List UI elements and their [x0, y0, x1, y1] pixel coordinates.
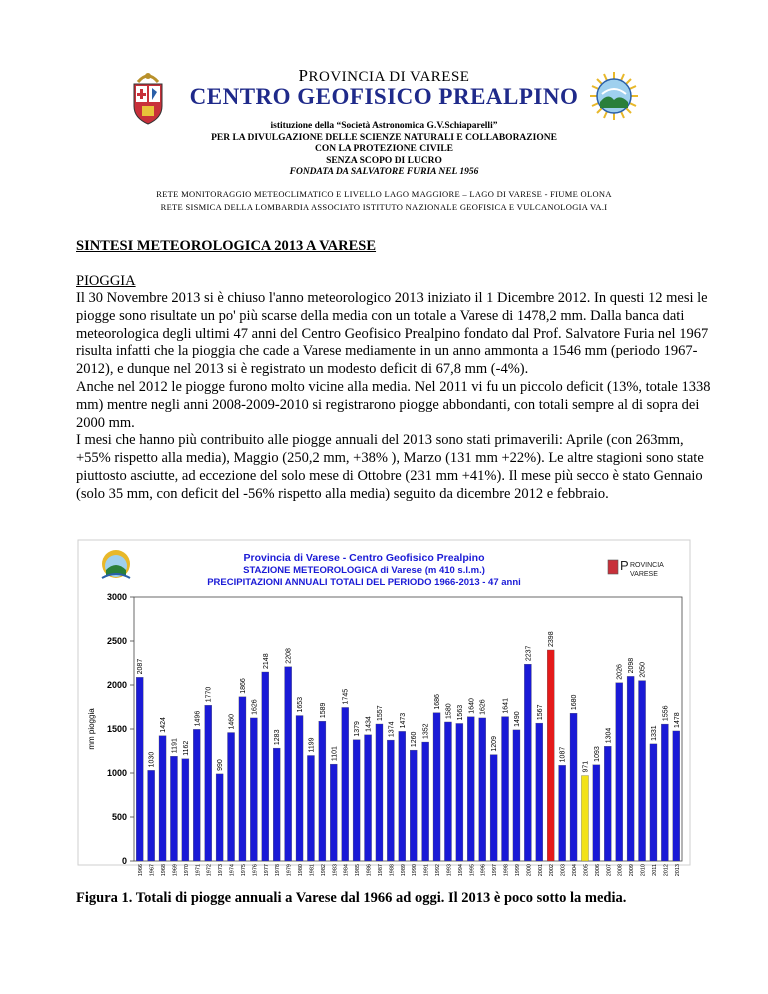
bar: [319, 721, 326, 861]
bar: [422, 742, 429, 861]
bar: [604, 746, 611, 861]
x-tick-label: 1972: [206, 864, 213, 877]
bar: [330, 764, 337, 861]
bar-value-label: 1680: [571, 694, 579, 711]
bar-value-label: 1557: [376, 705, 384, 721]
bar-value-label: 2026: [616, 664, 624, 680]
x-tick-label: 2006: [594, 864, 601, 877]
bar: [262, 672, 269, 861]
x-tick-label: 1967: [149, 864, 156, 877]
bar: [193, 729, 200, 861]
y-tick-label: 500: [111, 812, 127, 822]
x-tick-label: 2012: [663, 864, 670, 877]
bar-value-label: 2237: [525, 645, 533, 662]
bar: [502, 717, 509, 861]
bar: [250, 718, 257, 861]
chart-subtitle: PRECIPITAZIONI ANNUALI TOTALI DEL PERIODO 1966-2013 - 47 anni: [207, 577, 521, 588]
bar: [639, 681, 646, 861]
bar: [216, 774, 223, 861]
bar-value-label: 2087: [137, 658, 145, 675]
bar: [136, 677, 143, 861]
bar: [593, 765, 600, 861]
bar-value-label: 1199: [308, 737, 316, 753]
bar: [205, 705, 212, 861]
x-tick-label: 1973: [218, 864, 225, 877]
bar-value-label: 990: [217, 759, 225, 771]
x-tick-label: 1976: [252, 864, 259, 877]
bar-value-label: 1580: [445, 703, 453, 719]
bar-value-label: 1304: [605, 727, 613, 744]
bar-value-label: 1653: [297, 696, 305, 713]
bar-value-label: 1567: [536, 704, 544, 721]
bar: [365, 735, 372, 861]
bar: [148, 770, 155, 861]
x-axis: [138, 864, 681, 876]
bar: [387, 740, 394, 861]
bar: [559, 765, 566, 861]
geophysics-center-logo-icon: [588, 70, 640, 122]
bar: [182, 759, 189, 861]
letterhead: [0, 0, 768, 230]
y-tick-label: 0: [121, 856, 127, 866]
bar: [479, 718, 486, 861]
bar: [661, 724, 668, 861]
x-tick-label: 1998: [503, 864, 510, 877]
x-tick-label: 2008: [617, 864, 624, 877]
x-tick-label: 2005: [583, 864, 590, 877]
x-tick-label: 1989: [400, 864, 407, 877]
bar: [342, 707, 349, 861]
y-axis-label: mm pioggia: [87, 708, 96, 750]
bar-value-label: 1209: [491, 736, 499, 752]
bar-value-label: 1626: [479, 699, 487, 715]
bar: [581, 776, 588, 861]
x-tick-label: 2003: [560, 864, 567, 877]
bar-value-label: 1473: [399, 712, 407, 729]
x-tick-label: 1978: [275, 864, 282, 877]
x-tick-label: 2007: [606, 864, 613, 877]
x-tick-label: 1992: [435, 864, 442, 877]
bar: [399, 731, 406, 861]
x-tick-label: 1999: [514, 864, 521, 877]
x-tick-label: 1987: [377, 864, 384, 877]
org-subtitle: istituzione della “Società Astronomica G.V.Schiaparelli” PER LA DIVULGAZIONE DELLE SCIENZE NATURALI E COLLABORAZIONE CON LA PROTEZIONE CIVILE SENZA SCOPO DI LUCRO FONDATA DA SALVATORE FURIA NEL 1956: [211, 121, 557, 178]
bar: [536, 723, 543, 861]
y-tick-label: 1500: [106, 724, 127, 734]
x-tick-label: 1969: [172, 864, 179, 877]
bar: [239, 697, 246, 861]
bar-value-label: 1352: [422, 723, 430, 740]
x-tick-label: 1988: [389, 864, 396, 877]
x-tick-label: 2013: [674, 864, 681, 877]
bar: [616, 683, 623, 861]
section-heading: PIOGGIA: [76, 273, 136, 289]
bar-value-label: 1563: [456, 704, 464, 721]
bar: [273, 748, 280, 861]
y-tick-label: 3000: [106, 592, 127, 602]
bar-value-label: 1191: [171, 738, 179, 754]
bar-value-label: 1260: [411, 731, 419, 748]
x-tick-label: 1970: [183, 864, 190, 877]
bar-value-label: 1460: [228, 713, 236, 730]
x-tick-label: 1977: [263, 864, 270, 877]
svg-text:P: P: [620, 558, 629, 573]
x-tick-label: 1997: [492, 864, 499, 877]
brand-text-bottom: VARESE: [630, 571, 658, 578]
x-tick-label: 2001: [537, 864, 544, 877]
bar-value-label: 1589: [319, 702, 327, 719]
brand-text-top: ROVINCIA: [630, 562, 664, 569]
x-tick-label: 1975: [240, 864, 247, 877]
bar-value-label: 1434: [365, 716, 373, 732]
bar-value-label: 1496: [194, 710, 202, 727]
x-tick-label: 1983: [332, 864, 339, 877]
x-tick-label: 1974: [229, 864, 236, 877]
bar: [159, 736, 166, 861]
x-tick-label: 1995: [469, 864, 476, 877]
bar: [456, 723, 463, 861]
bar: [228, 733, 235, 861]
x-tick-label: 1991: [423, 864, 430, 877]
bar-value-label: 1087: [559, 746, 567, 763]
bar-value-label: 1556: [662, 705, 670, 722]
bar-value-label: 1283: [274, 729, 282, 746]
bar-value-label: 1093: [593, 746, 601, 762]
bar: [307, 755, 314, 861]
bar: [627, 676, 634, 861]
x-tick-label: 1979: [286, 864, 293, 877]
bar-value-label: 2208: [285, 648, 293, 664]
x-tick-label: 1994: [457, 864, 464, 877]
figure-caption: Figura 1. Totali di piogge annuali a Varese dal 1966 ad oggi. Il 2013 è poco sotto la media.: [76, 890, 627, 906]
bar-value-label: 1478: [673, 712, 681, 728]
body-text: [76, 290, 716, 504]
bar-value-label: 1424: [160, 717, 168, 733]
y-tick-label: 1000: [106, 768, 127, 778]
bar: [650, 744, 657, 861]
x-tick-label: 1990: [412, 864, 419, 877]
x-tick-label: 1968: [161, 864, 168, 877]
bar: [444, 722, 451, 861]
bar-value-label: 1379: [354, 721, 362, 737]
x-tick-label: 1984: [343, 864, 350, 877]
bar-value-label: 1866: [239, 678, 247, 694]
bar: [547, 650, 554, 861]
x-tick-label: 1993: [446, 864, 453, 877]
bar-value-label: 1641: [502, 698, 510, 714]
x-tick-label: 2009: [629, 864, 636, 877]
paragraph: Anche nel 2012 le piogge furono molto vicine alla media. Nel 2011 vi fu un piccolo deficit (13%, totale 1338 mm) mentre negli anni 2008-2009-2010 si registrarono piogge abbondanti, con totali sempre al di sopra dei 2000 mm.: [76, 378, 711, 431]
bar: [170, 756, 177, 861]
bar-value-label: 971: [582, 760, 590, 773]
x-tick-label: 1985: [355, 864, 362, 877]
bar: [410, 750, 417, 861]
bar: [376, 724, 383, 861]
x-tick-label: 1980: [298, 864, 305, 877]
bar: [467, 717, 474, 861]
bar: [433, 713, 440, 861]
x-tick-label: 1981: [309, 864, 316, 877]
rainfall-chart: [78, 540, 690, 877]
bar-value-label: 1686: [434, 694, 442, 710]
x-tick-label: 2010: [640, 864, 647, 877]
bar-value-label: 1640: [468, 698, 476, 714]
bar-value-label: 2098: [628, 657, 636, 674]
chart-title: Provincia di Varese - Centro Geofisico Prealpino: [243, 552, 485, 564]
bar: [296, 716, 303, 861]
org-title: CENTRO GEOFISICO PREALPINO: [189, 84, 579, 109]
bar-value-label: 1331: [650, 725, 658, 741]
bar-value-label: 1374: [388, 721, 396, 738]
x-tick-label: 2002: [549, 864, 556, 877]
bar-value-label: 1030: [148, 751, 156, 768]
bar-value-label: 2050: [639, 662, 647, 678]
bar: [353, 740, 360, 861]
bar-value-label: 1770: [205, 686, 213, 703]
bar: [285, 667, 292, 861]
bar: [570, 713, 577, 861]
chart-subtitle: STAZIONE METEOROLOGICA di Varese (m 410 s.l.m.): [243, 565, 485, 576]
document-heading: SINTESI METEOROLOGICA 2013 A VARESE: [76, 238, 377, 254]
bar-value-label: 1101: [331, 746, 339, 762]
x-tick-label: 1971: [195, 864, 202, 877]
y-tick-label: 2000: [106, 680, 127, 690]
x-tick-label: 2000: [526, 864, 533, 877]
y-tick-label: 2500: [106, 636, 127, 646]
paragraph: Il 30 Novembre 2013 si è chiuso l'anno meteorologico 2013 iniziato il 1 Dicembre 2012. In questi 12 mesi le piogge sono risultate un po' più scarse della media con un totale a Varese di 1478,2 mm. Dalla banca dati meteorologica degli ultimi 47 anni del Centro Geofisico Prealpino fondato dal Prof. Salvatore Furia nel 1967 risulta infatti che la pioggia che cade a Varese mediamente in un anno ammonta a 1546 mm (periodo 1967-2012), e dunque nel 2013 si è registrato un modesto deficit di 67,8 mm (-4%).: [76, 290, 709, 378]
bar-value-label: 1626: [251, 699, 259, 715]
network-info: RETE MONITORAGGIO METEOCLIMATICO E LIVELLO LAGO MAGGIORE – LAGO DI VARESE - FIUME OLONA RETE SISMICA DELLA LOMBARDIA ASSOCIATO ISTITUTO NAZIONALE GEOFISICA E VULCANOLOGIA VA.I: [156, 189, 612, 212]
x-tick-label: 1986: [366, 864, 373, 877]
x-tick-label: 2004: [572, 864, 579, 877]
x-tick-label: 1982: [320, 864, 327, 877]
province-name: PROVINCIA DI VARESE: [298, 66, 470, 85]
x-tick-label: 2011: [651, 864, 658, 876]
bar-value-label: 2398: [548, 631, 556, 647]
x-tick-label: 1966: [138, 864, 145, 877]
bar-value-label: 2148: [262, 653, 270, 669]
bar: [524, 664, 531, 861]
chart-logo-icon: [102, 550, 130, 578]
bar: [490, 755, 497, 861]
bar: [673, 731, 680, 861]
x-tick-label: 1996: [480, 864, 487, 877]
paragraph: I mesi che hanno più contribuito alle piogge annuali del 2013 sono stati primaverili: Aprile (con 263mm, +55% rispetto alla media), Maggio (250,2 mm, +38% ), Marzo (131 mm +22%). Le altre stagioni sono state piuttosto asciutte, ad eccezione del solo mese di Ottobre (231 mm +41%). Il mese più secco è stato Gennaio (solo 35 mm, con deficit del -56% rispetto alla media) seguito da dicembre 2012 e febbraio.: [76, 432, 704, 502]
bar-value-label: 1745: [342, 688, 350, 705]
bar: [513, 730, 520, 861]
bar-value-label: 1162: [182, 740, 190, 756]
rainfall-chart-svg: [78, 540, 690, 877]
bar-value-label: 1490: [513, 711, 521, 727]
